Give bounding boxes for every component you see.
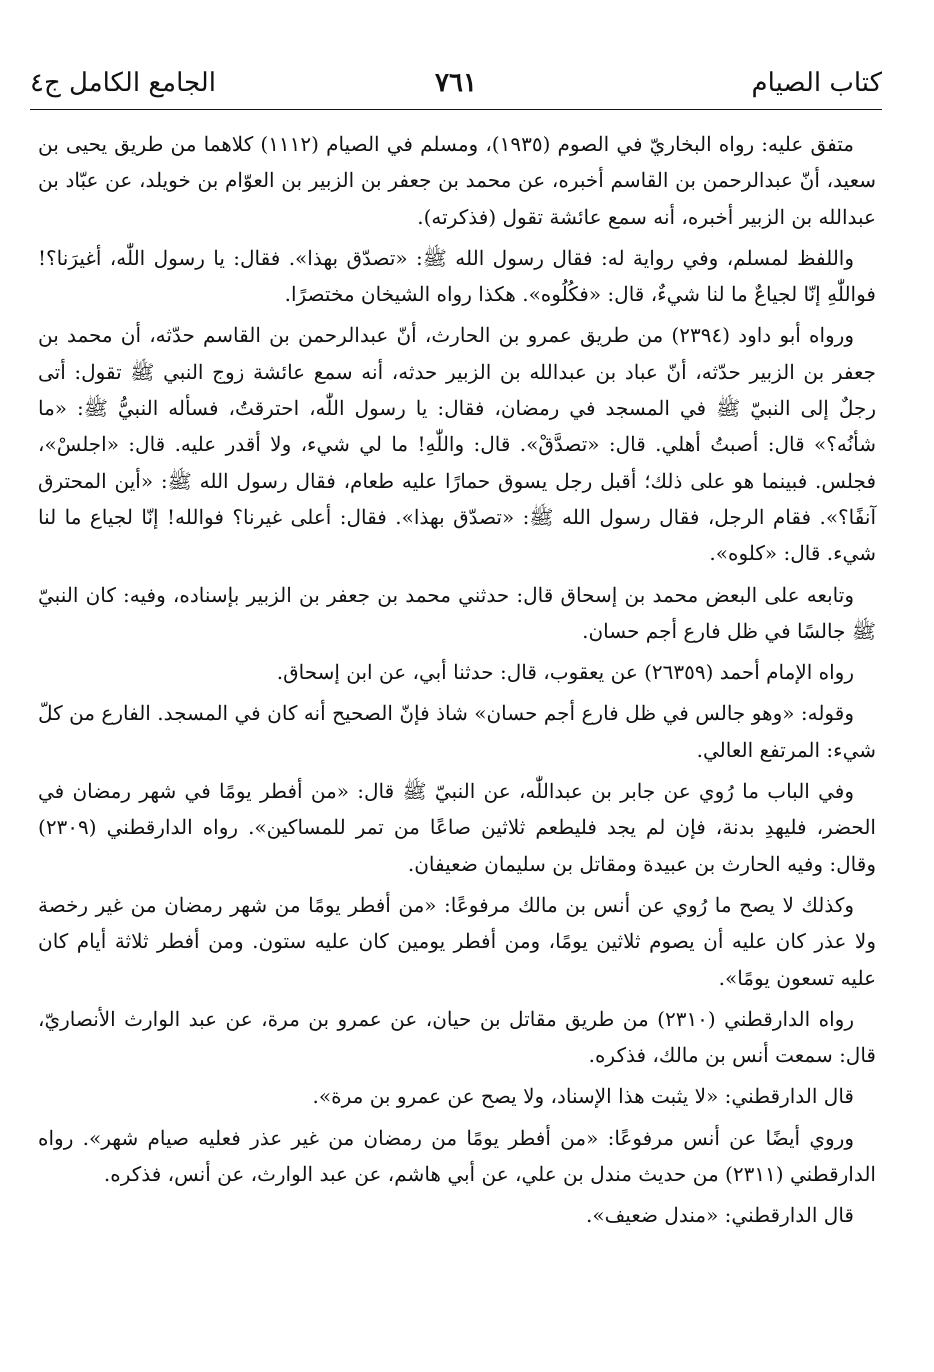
- paragraph: رواه الإمام أحمد (٢٦٣٥٩) عن يعقوب، قال: حدثنا أبي، عن ابن إسحاق.: [276, 660, 854, 685]
- paragraph: وكذلك لا يصح ما رُوي عن أنس بن مالك مرفوعًا: «من أفطر يومًا من شهر رمضان من غير رخصة ولا عذر كان عليه أن يصوم ثلاثين يومًا، ومن أفطر يومين كان عليه ستون. ومن أفطر ثلاثة أيام كان عليه تسعون يومًا».: [38, 892, 876, 990]
- page-number: ٧٦١: [435, 68, 477, 98]
- header-divider: [30, 109, 882, 110]
- book-title: كتاب الصيام: [751, 68, 882, 98]
- paragraph: وفي الباب ما رُوي عن جابر بن عبداللّٰه، عن النبيّ ﷺ قال: «من أفطر يومًا في شهر رمضان في الحضر، فليهدِ بدنة، فإن لم يجد فليطعم ثلاثين صاعًا من تمر للمساكين». رواه الدارقطني (٢٣٠٩) وقال: وفيه الحارث بن عبيدة ومقاتل بن سليمان ضعيفان.: [38, 779, 876, 876]
- paragraph: ورواه أبو داود (٢٣٩٤) من طريق عمرو بن الحارث، أنّ عبدالرحمن بن القاسم حدّثه، أن محمد بن جعفر بن الزبير حدّثه، أنّ عباد بن عبدالله بن الزبير حدثه، أنه سمع عائشة زوج النبي ﷺ تقول: أتى رجلٌ إلى النبيّ ﷺ في المسجد في رمضان، فقال: يا رسول اللّٰه، احترقتُ، فسأله النبيُّ ﷺ: «ما شأنُه؟» قال: أصبتُ أهلي. قال: «تصدَّقْ». قال: واللّٰهِ! ما لي شيء، ولا أقدر عليه. قال: «اجلسْ»، فجلس. فبينما هو على ذلك؛ أقبل رجل يسوق حمارًا عليه طعام، فقال رسول الله ﷺ: «أين المحترق آنفًا؟». فقام الرجل، فقال رسول الله ﷺ: «تصدّق بهذا». فقال: أعلى غيرنا؟ فوالله! إنّا لجياع ما لنا شيء. قال: «كلوه».: [38, 323, 876, 566]
- paragraph: قال الدارقطني: «مندل ضعيف».: [585, 1203, 854, 1228]
- page-body: [38, 126, 876, 1239]
- page-header: [30, 62, 882, 108]
- paragraph: واللفظ لمسلم، وفي رواية له: فقال رسول الله ﷺ: «تصدّق بهذا». فقال: يا رسول اللّٰه، أغيرَنا؟! فواللّٰهِ إنّا لجياعٌ ما لنا شيءٌ، قال: «فكُلُوه». هكذا رواه الشيخان مختصرًا.: [38, 245, 876, 307]
- paragraph: متفق عليه: رواه البخاريّ في الصوم (١٩٣٥)، ومسلم في الصيام (١١١٢) كلاهما من طريق يحيى بن سعيد، أنّ عبدالرحمن بن القاسم أخبره، عن محمد بن جعفر بن الزبير بن العوّام بن خويلد، عن عبّاد بن عبدالله بن الزبير أخبره، أنه سمع عائشة تقول (فذكرته).: [38, 132, 876, 229]
- volume-title: الجامع الكامل ج٤: [30, 68, 216, 98]
- paragraph: وروي أيضًا عن أنس مرفوعًا: «من أفطر يومًا من رمضان من غير عذر فعليه صيام شهر». رواه الدارقطني (٢٣١١) من حديث مندل بن علي، عن أبي هاشم، عن عبد الوارث، عن أنس، فذكره.: [38, 1125, 876, 1187]
- paragraph: قال الدارقطني: «لا يثبت هذا الإسناد، ولا يصح عن عمرو بن مرة».: [312, 1084, 854, 1109]
- paragraph: رواه الدارقطني (٢٣١٠) من طريق مقاتل بن حيان، عن عمرو بن مرة، عن عبد الوارث الأنصاريّ، قال: سمعت أنس بن مالك، فذكره.: [38, 1006, 876, 1068]
- paragraph: وتابعه على البعض محمد بن إسحاق قال: حدثني محمد بن جعفر بن الزبير بإسناده، وفيه: كان النبيّ ﷺ جالسًا في ظل فارع أجم حسان.: [38, 582, 876, 643]
- paragraph: وقوله: «وهو جالس في ظل فارع أجم حسان» شاذ فإنّ الصحيح أنه كان في المسجد. الفارع من كلّ شيء: المرتفع العالي.: [38, 701, 876, 762]
